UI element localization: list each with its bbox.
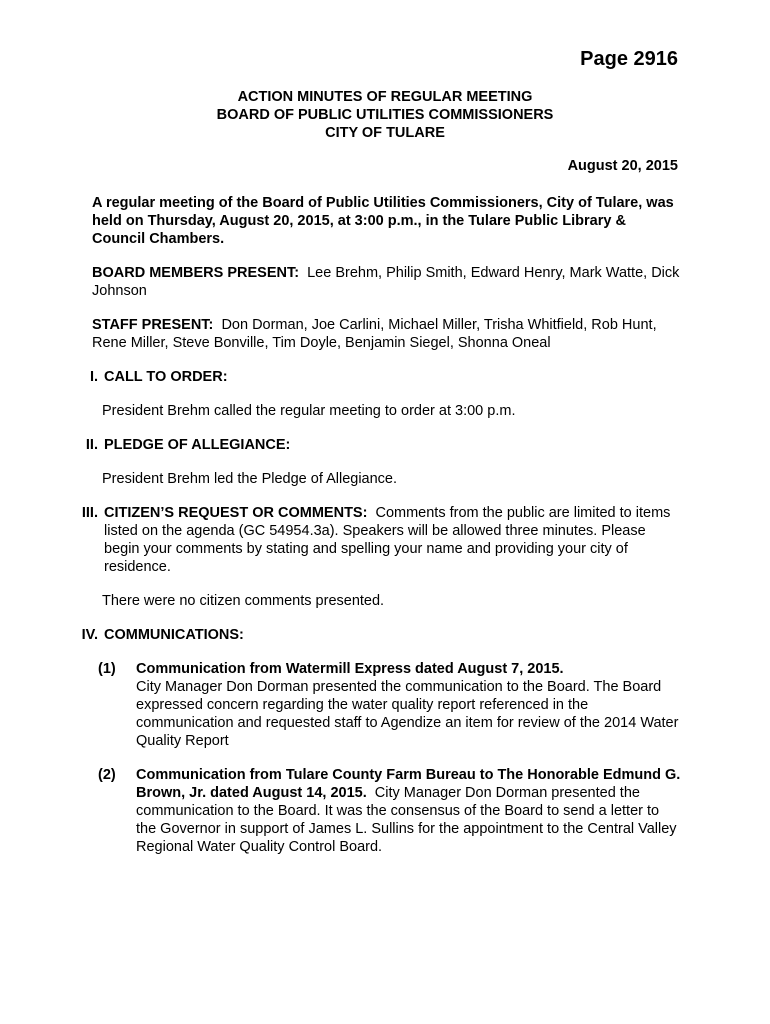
item-lead: Communication from Tulare County Farm Bureau to The Honorable Edmund G. Brown, Jr. dated August 14, 2015. [136,767,681,801]
section-text: President Brehm called the regular meeting to order at 3:00 p.m. [102,403,516,419]
board-members-label: BOARD MEMBERS PRESENT: [92,265,300,281]
board-members-present [92,264,682,300]
section-heading [78,504,682,576]
section-number: I. [89,369,98,385]
section-text: There were no citizen comments presented. [102,593,385,609]
intro-paragraph: A regular meeting of the Board of Public Utilities Commissioners, City of Tulare, was held on Thursday, August 20, 2015, at 3:00 p.m., in the Tulare Public Library & Council Chambers. [92,195,674,247]
board-members-names: Lee Brehm, Philip Smith, Edward Henry, Mark Watte, Dick Johnson [92,265,680,299]
section-pledge [78,436,682,488]
item-number: (1) [98,661,116,677]
header-line-1: ACTION MINUTES OF REGULAR MEETING [237,89,533,105]
section-number: III. [81,505,98,521]
page-number: Page 2916 [580,48,678,70]
staff-names: Don Dorman, Joe Carlini, Michael Miller, Trisha Whitfield, Rob Hunt, Rene Miller, Steve Bonville, Tim Doyle, Benjamin Siegel, Shonna Oneal [92,317,657,351]
section-heading [78,436,682,454]
meeting-date: August 20, 2015 [567,158,678,174]
section-title: CALL TO ORDER: [104,369,228,385]
item-lead: Communication from Watermill Express dated August 7, 2015. [136,661,564,677]
section-citizen-comments [78,504,682,610]
section-heading [78,626,682,644]
item-text: City Manager Don Dorman presented the communication to the Board. The Board expressed concern regarding the water quality report referenced in the communication and requested staff to Agendize an item for review of the 2014 Water Quality Report [136,679,679,749]
item-number: (2) [98,767,116,783]
section-heading [78,368,682,386]
minutes-body [81,194,682,856]
communication-item-1 [78,660,682,750]
document-header [0,88,770,142]
item-text: City Manager Don Dorman presented the communication to the Board. It was the consensus of the Board to send a letter to the Governor in support of James L. Sullins for the appointment to the Central Valley Regional Water Quality Control Board. [136,785,677,855]
header-line-3: CITY OF TULARE [325,125,445,141]
section-inline-text: Comments from the public are limited to items listed on the agenda (GC 54954.3a). Speakers will be allowed three minutes. Please begin your comments by stating and spelling your name and providing your city of residence. [104,505,671,575]
communication-item-2 [78,766,682,856]
section-communications [78,626,682,856]
staff-label: STAFF PRESENT: [92,317,214,333]
header-line-2: BOARD OF PUBLIC UTILITIES COMMISSIONERS [216,107,554,123]
section-number: II. [85,437,98,453]
section-title: COMMUNICATIONS: [104,627,244,643]
staff-present [92,316,682,352]
section-text: President Brehm led the Pledge of Allegiance. [102,471,398,487]
section-title: CITIZEN’S REQUEST OR COMMENTS: [104,505,368,521]
section-number: IV. [81,627,98,643]
section-title: PLEDGE OF ALLEGIANCE: [104,437,291,453]
section-call-to-order [78,368,682,420]
